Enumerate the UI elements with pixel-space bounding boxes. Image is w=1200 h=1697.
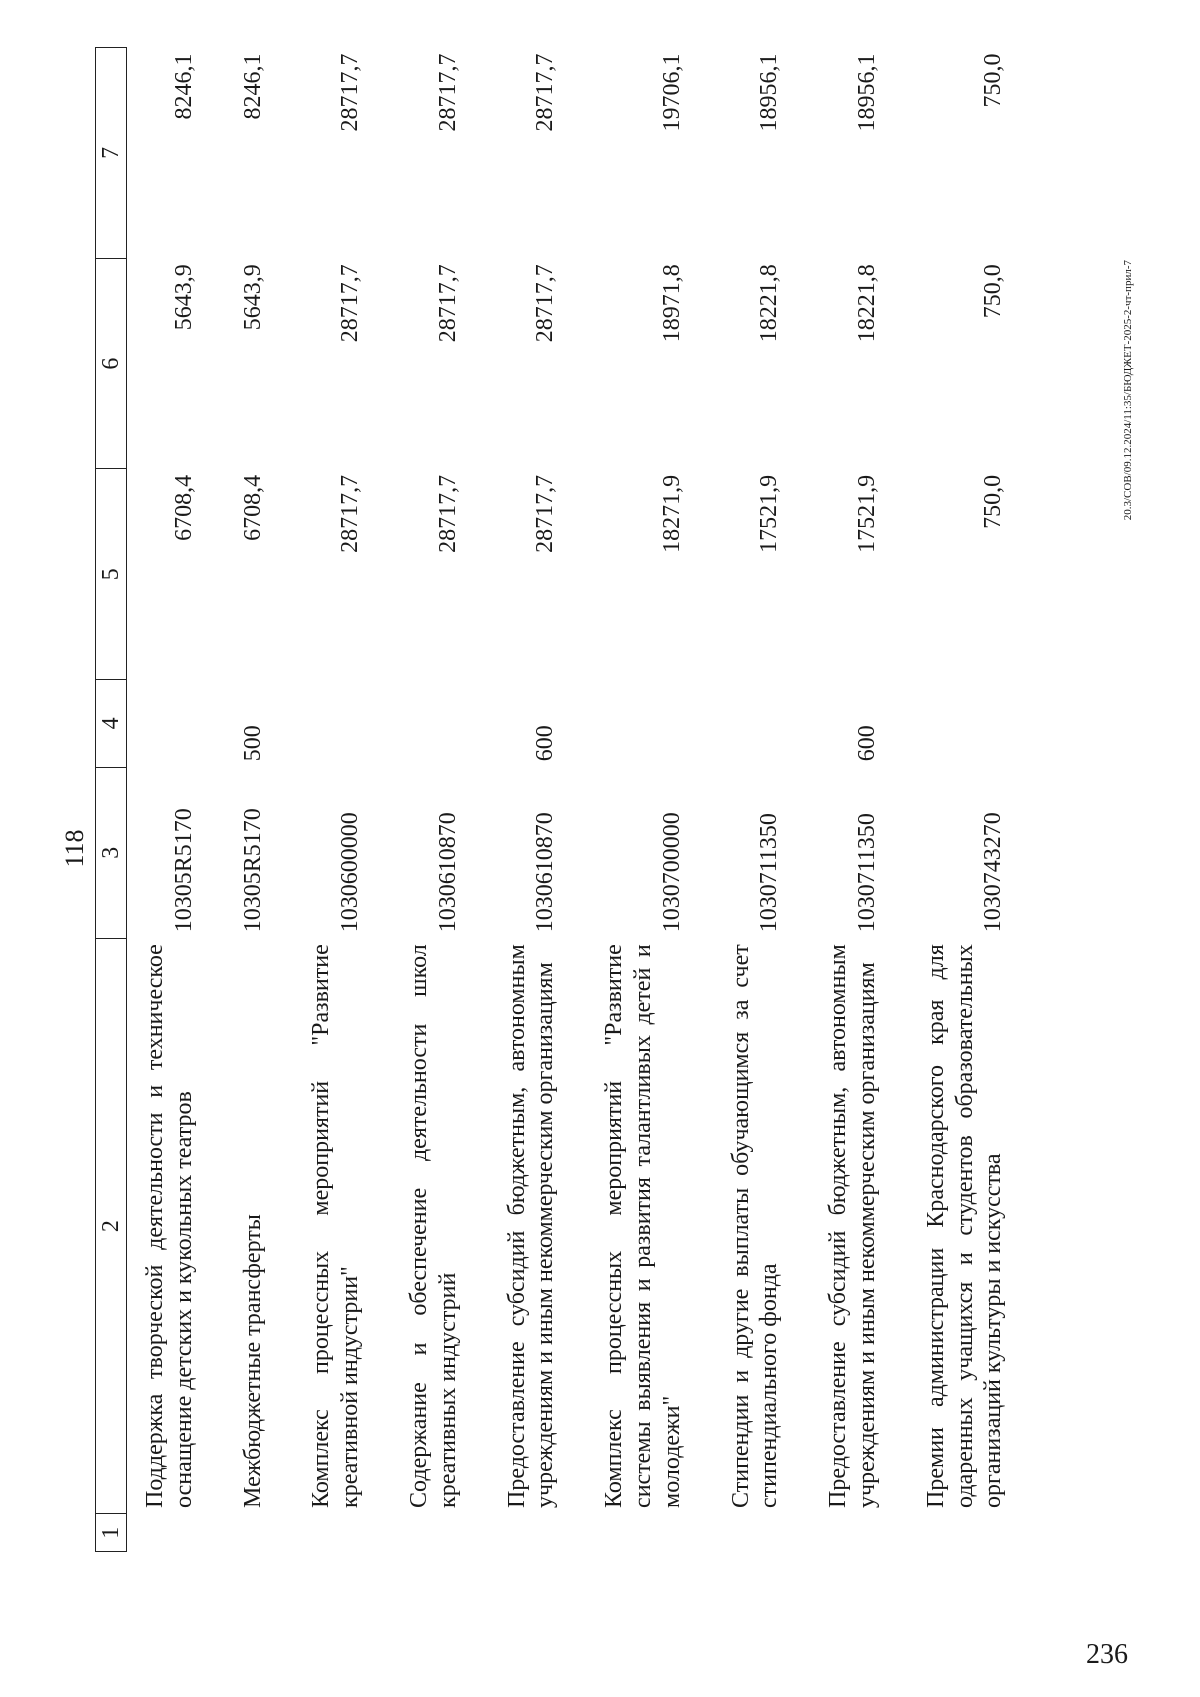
table-row — [586, 48, 712, 1552]
page-number-bottom: 236 — [1086, 1639, 1128, 1670]
row-value-6: 5643,9 — [239, 264, 266, 331]
cell-empty — [391, 1514, 489, 1552]
col-header-5: 5 — [96, 469, 127, 680]
row-name: Комплекс процессных мероприятий "Развитие креативной индустрии" — [308, 944, 364, 1508]
row-value-6: 28717,7 — [337, 264, 364, 343]
row-value-5: 6708,4 — [239, 474, 266, 541]
row-type: 500 — [239, 725, 266, 762]
row-value-5: 18271,9 — [658, 474, 685, 553]
row-type — [586, 680, 712, 768]
col-header-1: 1 — [96, 1514, 127, 1552]
row-code: 1030610870 — [434, 812, 461, 933]
row-value-5: 17521,9 — [756, 474, 783, 553]
row-value-7: 18956,1 — [756, 53, 783, 132]
cell-empty — [713, 1514, 811, 1552]
table-row — [489, 48, 587, 1552]
row-code: 1030700000 — [658, 812, 685, 933]
row-code: 1030711350 — [756, 813, 783, 933]
cell-empty — [225, 1514, 294, 1552]
cell-empty — [127, 1514, 225, 1552]
row-value-5: 28717,7 — [434, 474, 461, 553]
table-row — [713, 48, 811, 1552]
row-value-7: 8246,1 — [239, 53, 266, 120]
col-header-2: 2 — [96, 938, 127, 1514]
row-type — [293, 680, 391, 768]
document-code: 20.3/СОВ/09.12.2024/11:35/БЮДЖЕТ-2025-2-чт-прил-7 — [1122, 260, 1134, 521]
row-name: Содержание и обеспечение деятельности школ креативных индустрий — [405, 944, 461, 1508]
row-value-7: 19706,1 — [658, 53, 685, 132]
row-value-6: 28717,7 — [532, 264, 559, 343]
cell-empty — [293, 1514, 391, 1552]
table-row — [127, 48, 225, 1552]
table-row — [810, 48, 908, 1552]
row-value-7: 750,0 — [980, 53, 1007, 108]
row-type: 600 — [853, 725, 880, 762]
row-value-7: 28717,7 — [434, 53, 461, 132]
row-value-6: 28717,7 — [434, 264, 461, 343]
row-value-6: 5643,9 — [170, 264, 197, 331]
row-name: Стипендии и другие выплаты обучающимся за счет стипендиального фонда — [727, 944, 783, 1508]
row-name: Предоставление субсидий бюджетным, автономным учреждениям и иным некоммерческим организациям — [825, 944, 880, 1508]
row-value-6: 750,0 — [980, 264, 1007, 319]
table-row — [293, 48, 391, 1552]
row-name: Межбюджетные трансферты — [239, 1214, 266, 1508]
row-value-7: 28717,7 — [532, 53, 559, 132]
row-code: 1030711350 — [853, 813, 880, 933]
header-row — [96, 48, 127, 1552]
row-name: Поддержка творческой деятельности и техническое оснащение детских и кукольных театров — [142, 944, 197, 1508]
row-code: 1030600000 — [337, 812, 364, 933]
row-value-6: 18221,8 — [756, 264, 783, 343]
row-type — [908, 680, 1034, 768]
row-value-6: 18221,8 — [853, 264, 880, 343]
cell-empty — [586, 1514, 712, 1552]
row-type — [713, 680, 811, 768]
budget-table — [95, 47, 1034, 1552]
row-type — [391, 680, 489, 768]
row-code: 1030610870 — [532, 812, 559, 933]
row-code: 10305R5170 — [170, 808, 197, 933]
row-value-5: 28717,7 — [337, 474, 364, 553]
row-code: 1030743270 — [980, 812, 1007, 933]
row-value-7: 28717,7 — [337, 53, 364, 132]
row-value-5: 6708,4 — [170, 474, 197, 541]
col-header-7: 7 — [96, 48, 127, 259]
table-row — [391, 48, 489, 1552]
col-header-4: 4 — [96, 680, 127, 768]
cell-empty — [810, 1514, 908, 1552]
row-value-5: 17521,9 — [853, 474, 880, 553]
col-header-6: 6 — [96, 258, 127, 469]
row-code: 10305R5170 — [239, 808, 266, 933]
cell-empty — [908, 1514, 1034, 1552]
page-number-top: 118 — [60, 829, 89, 868]
row-name: Премии администрации Краснодарского края для одаренных учащихся и студентов образовательных организаций культуры и искусства — [922, 944, 1007, 1508]
cell-empty — [489, 1514, 587, 1552]
row-value-5: 750,0 — [980, 474, 1007, 529]
row-value-6: 18971,8 — [658, 264, 685, 343]
row-value-5: 28717,7 — [532, 474, 559, 553]
col-header-3: 3 — [96, 767, 127, 938]
row-type: 600 — [532, 725, 559, 762]
row-name: Комплекс процессных мероприятий "Развитие системы выявления и развития талантливых детей и молодежи" — [601, 944, 685, 1508]
row-type — [127, 680, 225, 768]
row-name: Предоставление субсидий бюджетным, автономным учреждениям и иным некоммерческим организациям — [503, 944, 559, 1508]
row-value-7: 18956,1 — [853, 53, 880, 132]
table-row — [225, 48, 294, 1552]
table-row — [908, 48, 1034, 1552]
row-value-7: 8246,1 — [170, 53, 197, 120]
